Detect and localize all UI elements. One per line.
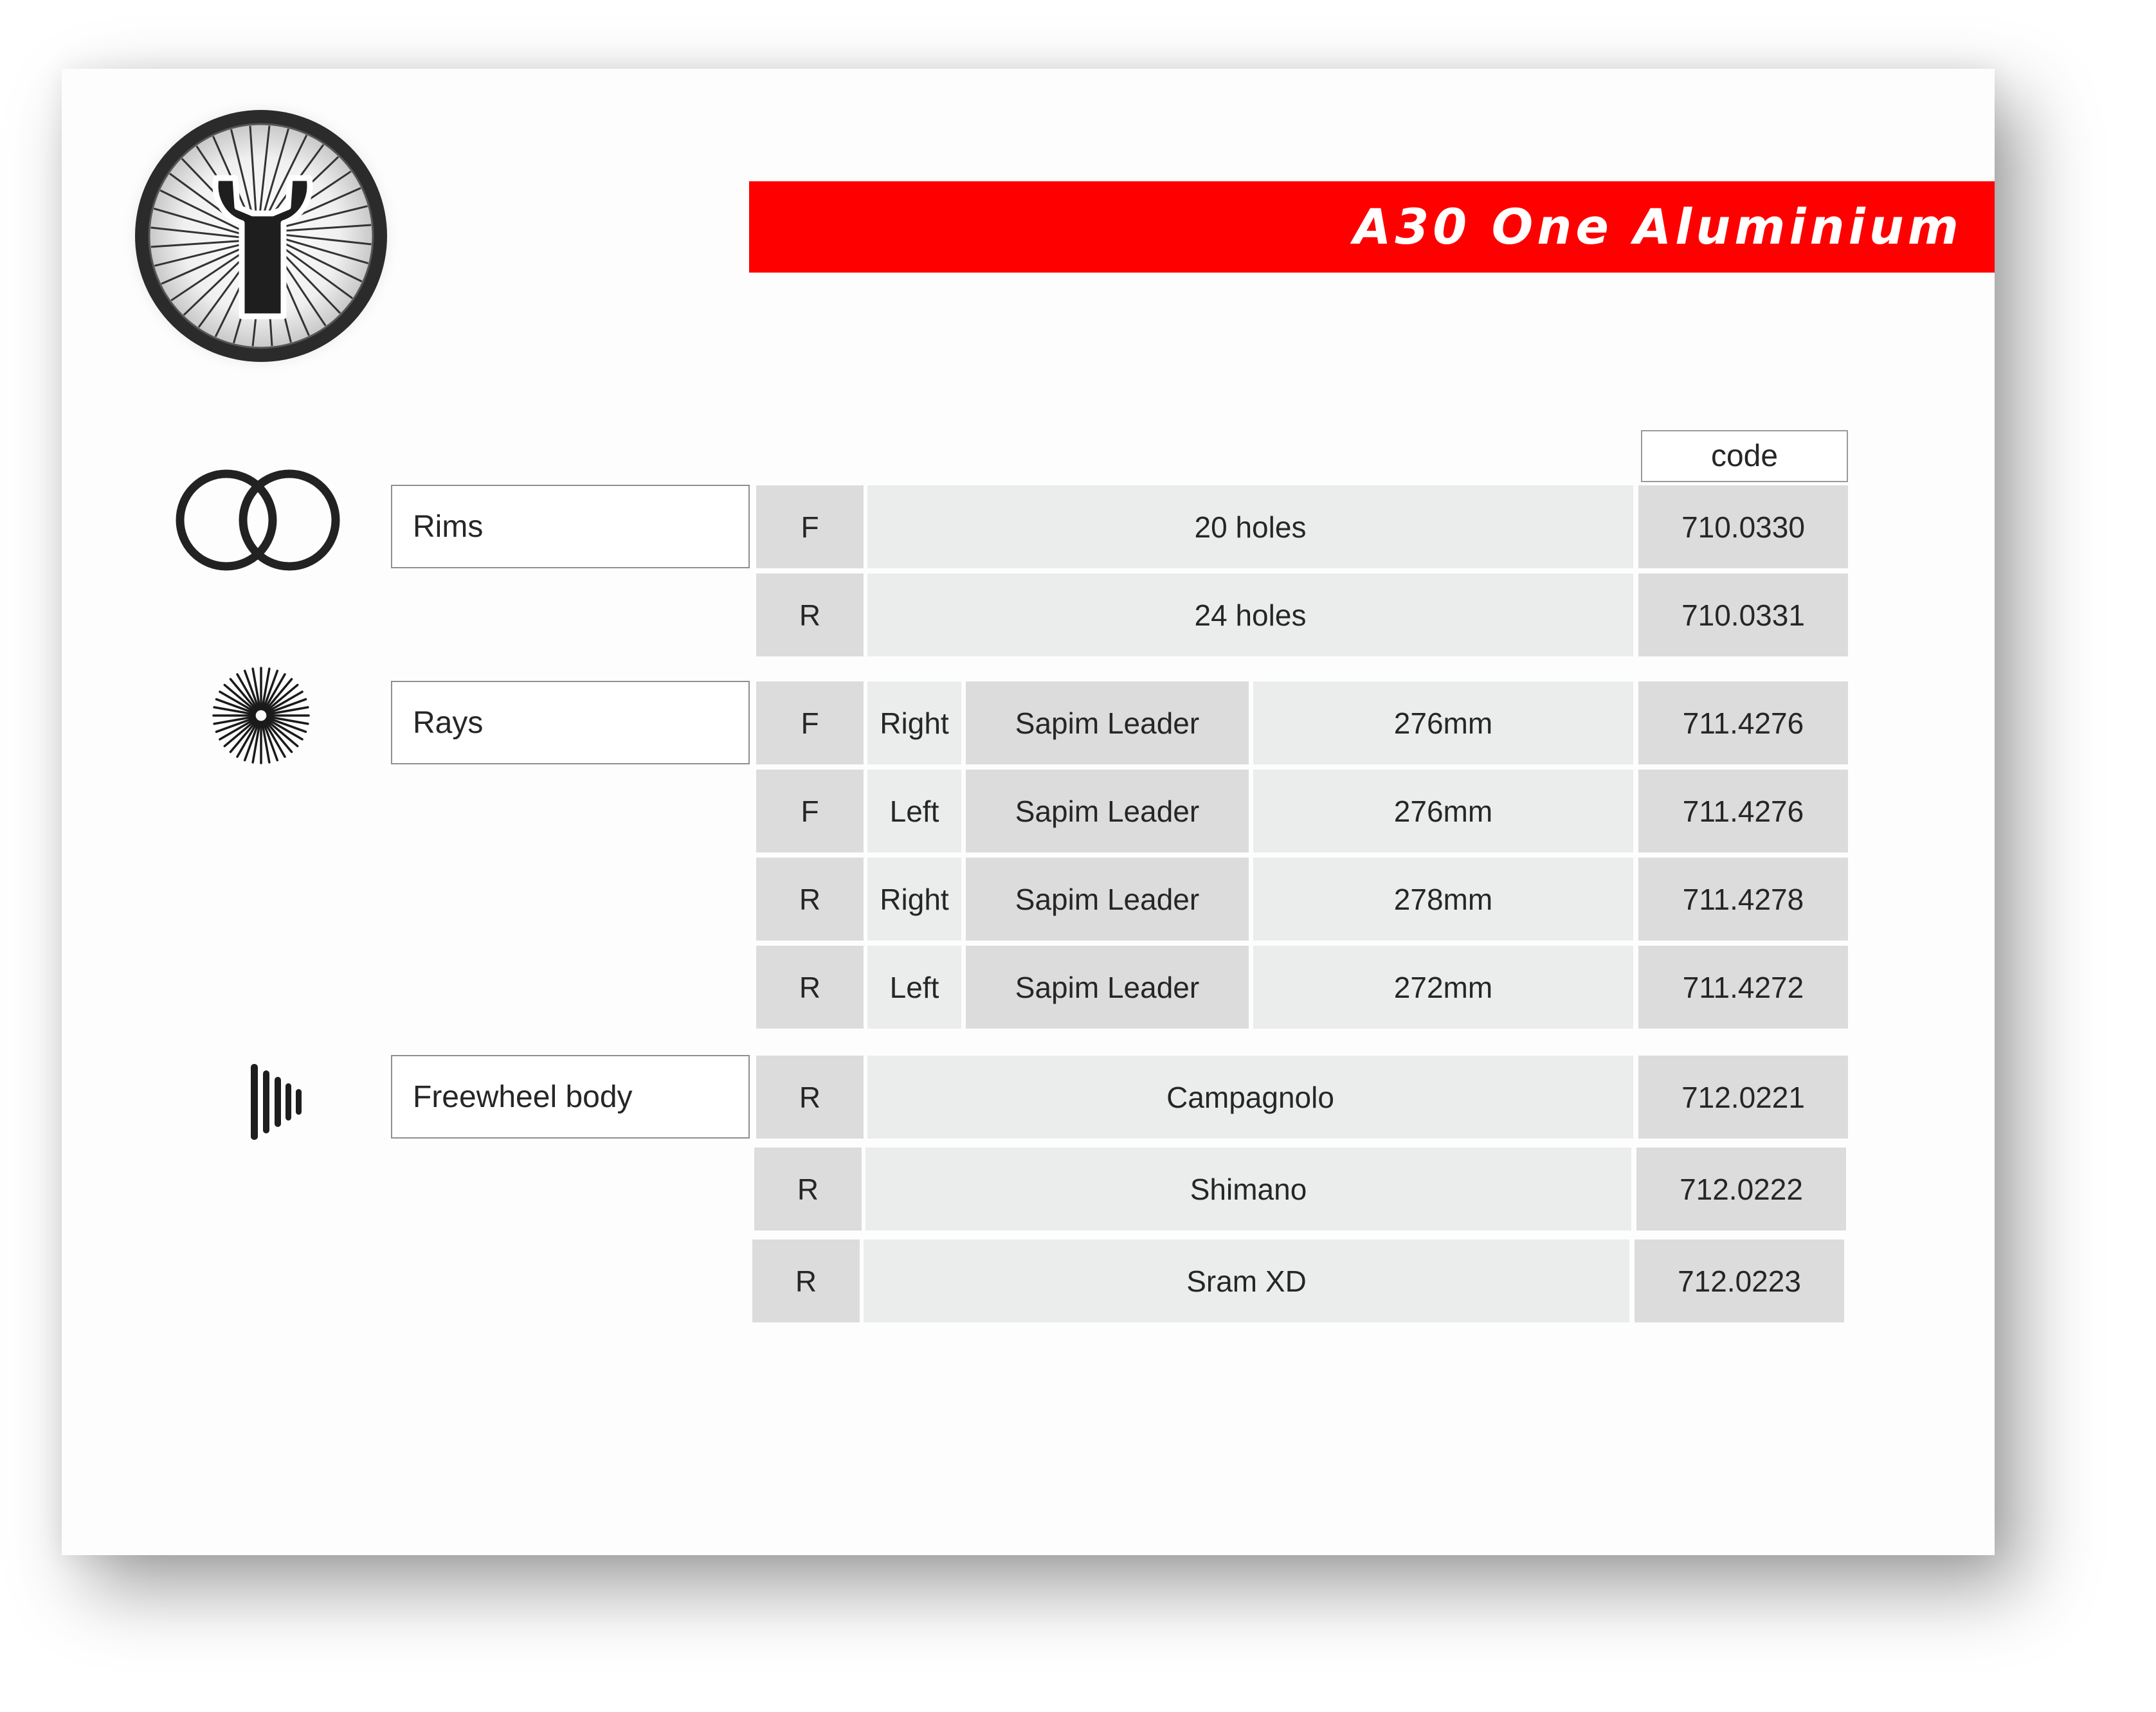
code-cell: 712.0223 bbox=[1635, 1239, 1844, 1322]
wheel-wrench-logo-icon bbox=[120, 95, 403, 377]
freewheel-icon bbox=[248, 1059, 313, 1142]
model-cell: Sapim Leader bbox=[966, 681, 1249, 764]
position-cell: F bbox=[756, 681, 864, 764]
position-cell: R bbox=[756, 858, 864, 941]
code-cell: 711.4272 bbox=[1638, 946, 1848, 1029]
spokes-icon bbox=[211, 665, 311, 766]
side-cell: Right bbox=[867, 858, 961, 941]
code-cell: 710.0331 bbox=[1638, 573, 1848, 656]
rims-label: Rims bbox=[391, 485, 750, 568]
document-page bbox=[62, 69, 1995, 1555]
page-title: A30 One Aluminium bbox=[1353, 198, 1962, 255]
code-cell: 711.4278 bbox=[1638, 858, 1848, 941]
title-banner bbox=[749, 181, 1995, 273]
position-cell: F bbox=[756, 770, 864, 852]
rays-label: Rays bbox=[391, 681, 750, 764]
description-cell: Sram XD bbox=[864, 1239, 1629, 1322]
code-cell: 711.4276 bbox=[1638, 770, 1848, 852]
length-cell: 276mm bbox=[1253, 681, 1633, 764]
side-cell: Left bbox=[867, 946, 961, 1029]
description-cell: Campagnolo bbox=[867, 1056, 1633, 1139]
position-cell: R bbox=[756, 1056, 864, 1139]
position-cell: R bbox=[756, 946, 864, 1029]
description-cell: 24 holes bbox=[867, 573, 1633, 656]
side-cell: Left bbox=[867, 770, 961, 852]
position-cell: R bbox=[754, 1148, 862, 1230]
code-column-header: code bbox=[1641, 430, 1848, 482]
code-cell: 712.0222 bbox=[1636, 1148, 1846, 1230]
model-cell: Sapim Leader bbox=[966, 946, 1249, 1029]
model-cell: Sapim Leader bbox=[966, 858, 1249, 941]
rims-icon bbox=[175, 466, 343, 574]
description-cell: 20 holes bbox=[867, 485, 1633, 568]
length-cell: 278mm bbox=[1253, 858, 1633, 941]
length-cell: 276mm bbox=[1253, 770, 1633, 852]
side-cell: Right bbox=[867, 681, 961, 764]
code-cell: 710.0330 bbox=[1638, 485, 1848, 568]
position-cell: R bbox=[756, 573, 864, 656]
length-cell: 272mm bbox=[1253, 946, 1633, 1029]
description-cell: Shimano bbox=[865, 1148, 1631, 1230]
code-cell: 711.4276 bbox=[1638, 681, 1848, 764]
model-cell: Sapim Leader bbox=[966, 770, 1249, 852]
position-cell: R bbox=[752, 1239, 860, 1322]
position-cell: F bbox=[756, 485, 864, 568]
code-cell: 712.0221 bbox=[1638, 1056, 1848, 1139]
freewheel-label: Freewheel body bbox=[391, 1055, 750, 1139]
